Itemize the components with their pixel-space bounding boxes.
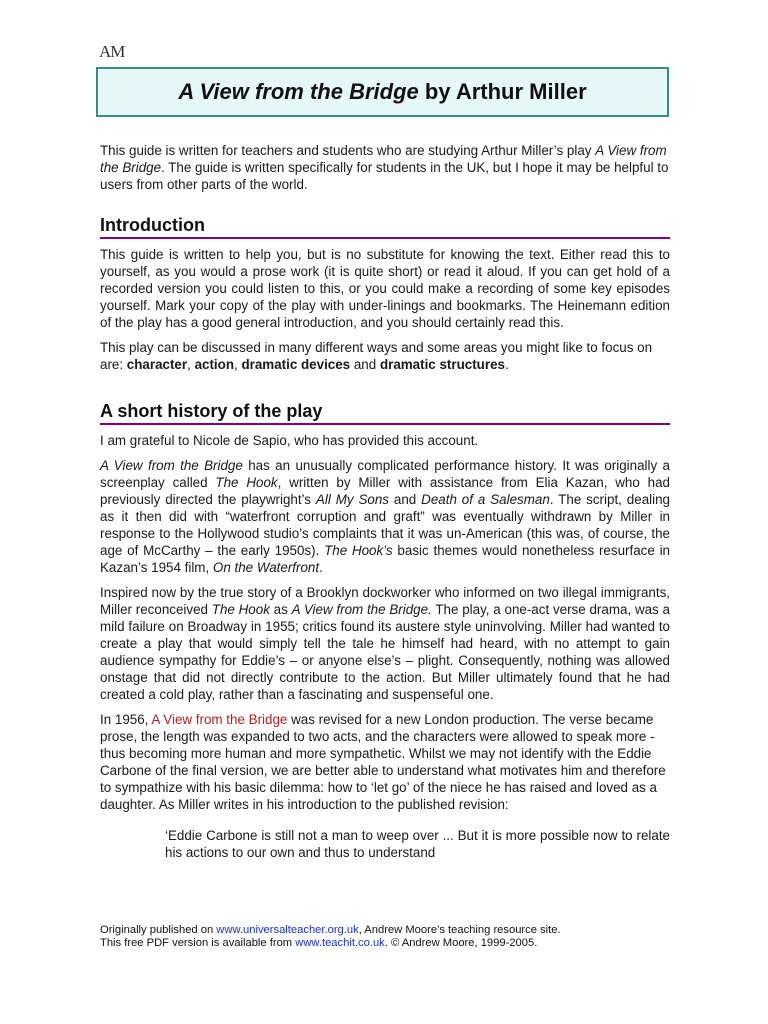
section-heading-history: A short history of the play xyxy=(100,403,670,425)
text-run-bold: character xyxy=(126,357,188,372)
section-heading-introduction: Introduction xyxy=(100,217,670,239)
universalteacher-link[interactable]: www.universalteacher.org.uk xyxy=(216,924,359,936)
text-run-italic: All My Sons xyxy=(315,492,389,507)
history-paragraph-1: I am grateful to Nicole de Sapio, who has provided this account. xyxy=(100,433,479,448)
text-run-italic: A View from the Bridge xyxy=(100,458,243,473)
footer-line-1 xyxy=(100,924,670,937)
text-run-bold: dramatic devices xyxy=(241,357,351,372)
text-run-italic: A View from the Bridge xyxy=(100,143,667,175)
text-run: The play, a one-act verse drama, was a mild failure on Broadway in 1955; critics found its austere style uninvolving. Miller had wanted to create a play that would simply tell the tale he himself had heard, with no attempt to gain audience sympathy for Eddie’s – or anyone else’s – plight. Consequently, nothing was allowed onstage that did not directly contribute to the action. But Miller ultimately found that he had created a cold play, rather than a fascinating and suspenseful one. xyxy=(100,602,670,702)
text-run: . The script, dealing as it then did with “waterfront corruption and graft” was eventually withdrawn by Miller in response to the Hollywood studio’s complaints that it was un-American (this was, of course, the age of McCarthy – the early 1950s). xyxy=(100,492,670,558)
teachit-link[interactable]: www.teachit.co.uk xyxy=(295,937,385,949)
intro-paragraph xyxy=(100,142,670,193)
page-footer xyxy=(100,924,670,950)
text-run: basic themes would nonetheless resurface in Kazan’s 1954 film, xyxy=(100,543,670,575)
page-title xyxy=(96,67,669,117)
text-run: and xyxy=(388,492,422,507)
text-run-italic: A View from the Bridge. xyxy=(291,602,432,617)
text-run: Inspired now by the true story of a Brooklyn dockworker who informed on two illegal immigrants, Miller reconceived xyxy=(100,585,670,617)
history-paragraph-4 xyxy=(100,711,670,813)
text-run: This free PDF version is available from xyxy=(100,937,296,949)
text-run: was revised for a new London production. The verse became prose, the length was expanded to two acts, and the characters were allowed to speak more - thus becoming more human and more sympathetic. Whilst we may not identify with the Eddie Carbone of the final version, we are better able to understand what motivates him and therefore to sympathize with his basic dilemma: how to ‘let go’ of the niece he has raised and loved as a daughter. As Miller writes in his introduction to the published revision: xyxy=(100,712,666,812)
text-run: In 1956, xyxy=(100,712,152,727)
title-play-name: A View from the Bridge xyxy=(178,79,419,104)
history-paragraph-2 xyxy=(100,457,670,576)
text-run-italic: On the Waterfront xyxy=(212,560,320,575)
text-run: This play can be discussed in many different ways and some areas you might like to focus on are: xyxy=(100,340,653,372)
text-run: This guide is written for teachers and students who are studying Arthur Miller’s play xyxy=(100,143,596,158)
text-run: , xyxy=(234,357,242,372)
text-run: , written by Miller with assistance from Elia Kazan, who had previously directed the playwright’s xyxy=(100,475,670,507)
text-run-highlight: A View from the Bridge xyxy=(151,712,288,727)
text-run: Originally published on xyxy=(100,924,217,936)
text-run: . xyxy=(319,560,323,575)
text-run-italic: The Hook’s xyxy=(324,543,393,558)
text-run-italic: Death of a Salesman xyxy=(421,492,550,507)
miller-quote: ‘Eddie Carbone is still not a man to weep over ... But it is more possible now to relate his actions to our own and thus to understand xyxy=(165,828,670,860)
text-run-italic: The Hook xyxy=(211,602,270,617)
text-run: . © Andrew Moore, 1999-2005. xyxy=(384,937,538,949)
history-paragraph-3 xyxy=(100,584,670,703)
text-run: has an unusually complicated performance history. It was originally a screenplay called xyxy=(100,458,670,490)
text-run: and xyxy=(350,357,380,372)
text-run: , Andrew Moore’s teaching resource site. xyxy=(358,924,561,936)
text-run: . xyxy=(504,357,509,372)
introduction-paragraph-1: This guide is written to help you, but is no substitute for knowing the text. Either read this to yourself, as you would a prose work (it is quite short) or read it aloud. If you can get hold of a recorded version you could listen to this, or you could make a recording of some key episodes yourself. Mark your copy of the play with under-linings and bookmarks. The Heinemann edition of the play has a good general introduction, and you should certainly read this. xyxy=(100,247,670,330)
title-author: by Arthur Miller xyxy=(418,79,587,104)
author-logo: AM xyxy=(99,42,125,61)
text-run-bold: action xyxy=(194,357,234,372)
document-body xyxy=(100,142,670,861)
text-run: , xyxy=(187,357,195,372)
text-run-bold: dramatic structures xyxy=(379,357,505,372)
text-run: . The guide is written specifically for students in the UK, but I hope it may be helpful to users from other parts of the world. xyxy=(100,160,669,192)
text-run: as xyxy=(269,602,292,617)
text-run-italic: The Hook xyxy=(215,475,278,490)
footer-line-2 xyxy=(100,937,670,950)
introduction-paragraph-2 xyxy=(100,339,670,373)
